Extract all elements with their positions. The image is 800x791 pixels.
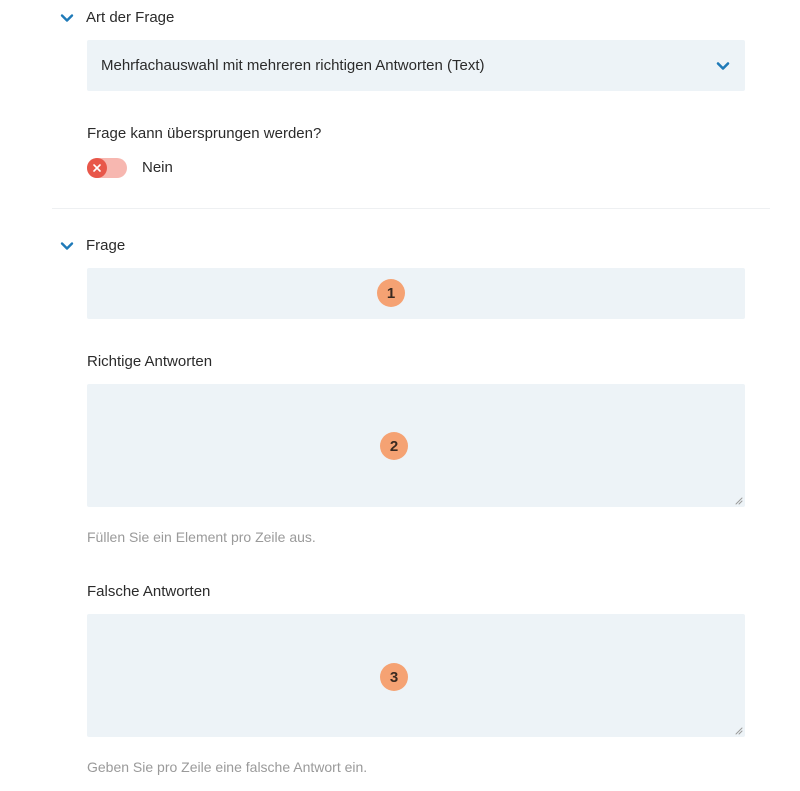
resize-grip-icon[interactable] <box>734 496 743 505</box>
wrong-answers-textarea[interactable] <box>87 614 745 737</box>
annotation-badge-2: 2 <box>380 432 408 460</box>
correct-answers-help: Füllen Sie ein Element pro Zeile aus. <box>87 529 316 545</box>
annotation-badge-1: 1 <box>377 279 405 307</box>
question-type-select[interactable] <box>87 40 745 91</box>
question-type-header: Art der Frage <box>86 9 175 26</box>
annotation-badge-3: 3 <box>380 663 408 691</box>
chevron-down-icon <box>60 239 74 253</box>
correct-answers-label: Richtige Antworten <box>87 353 213 370</box>
skippable-toggle[interactable] <box>87 158 127 178</box>
wrong-answers-help: Geben Sie pro Zeile eine falsche Antwort ein. <box>87 759 368 775</box>
question-header: Frage <box>86 237 126 254</box>
question-section-toggle[interactable] <box>60 237 125 254</box>
toggle-knob <box>87 158 107 178</box>
skippable-toggle-value: Nein <box>142 159 173 176</box>
question-type-selected-value: Mehrfachauswahl mit mehreren richtigen Antworten (Text) <box>101 57 485 74</box>
chevron-down-icon <box>60 11 74 25</box>
correct-answers-textarea[interactable] <box>87 384 745 507</box>
chevron-down-icon <box>715 58 731 74</box>
close-icon <box>92 163 102 173</box>
wrong-answers-label: Falsche Antworten <box>87 583 211 600</box>
question-input[interactable] <box>87 268 745 319</box>
section-divider <box>52 208 770 209</box>
question-type-section-toggle[interactable] <box>60 9 174 26</box>
resize-grip-icon[interactable] <box>734 726 743 735</box>
skippable-label: Frage kann übersprungen werden? <box>87 125 322 142</box>
